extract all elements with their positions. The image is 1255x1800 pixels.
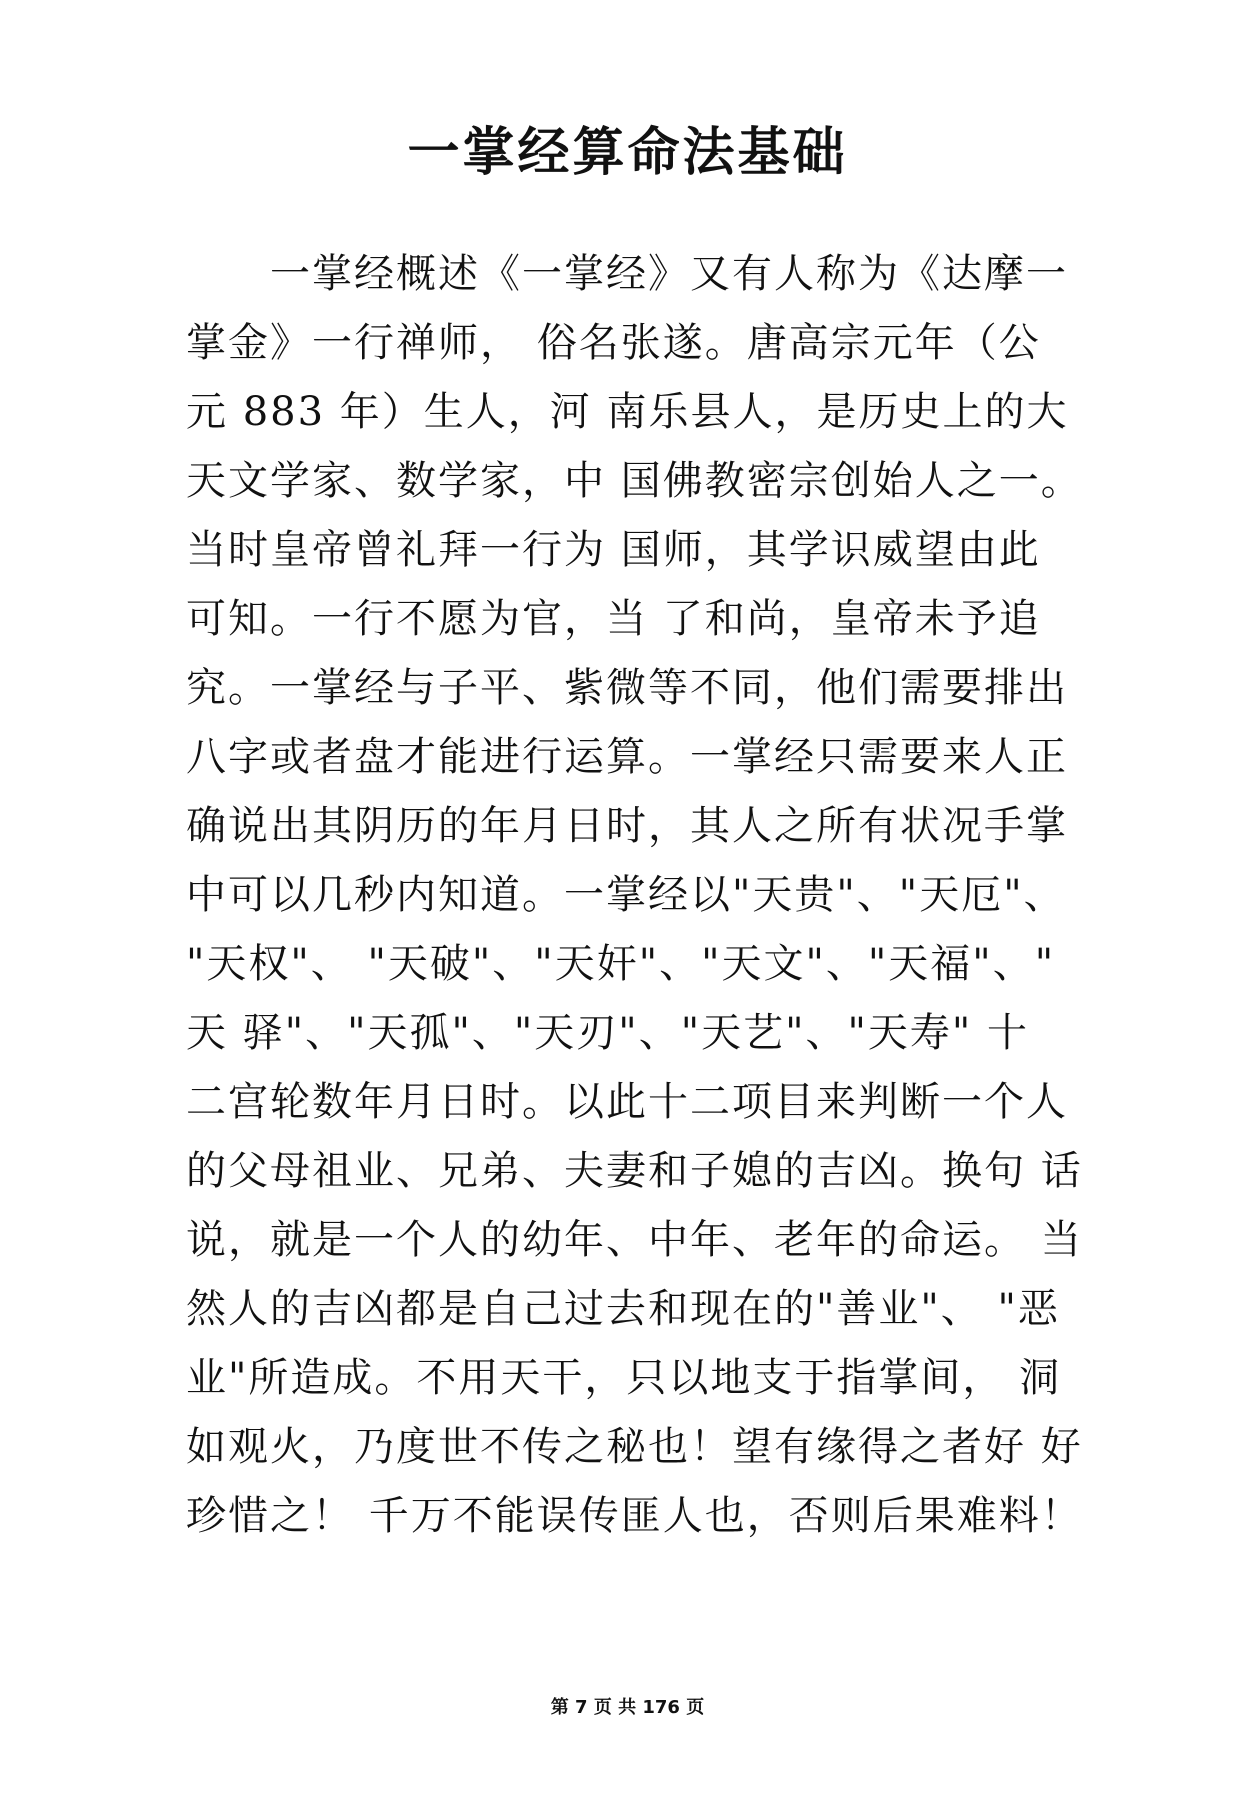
text-line: 确说出其阴历的年月日时，其人之所有状况手掌 xyxy=(186,803,1068,849)
text-line: 究。一掌经与子平、紫微等不同，他们需要排出 xyxy=(186,665,1068,711)
text-line: 可知。一行不愿为官，当 了和尚，皇帝未予追 xyxy=(186,596,1041,642)
text-line: 二宫轮数年月日时。以此十二项目来判断一个人 xyxy=(186,1079,1068,1125)
text-line: 元 883 年）生人，河 南乐县人，是历史上的大 xyxy=(186,389,1069,435)
text-line: 天 驿"、"天孤"、"天刃"、"天艺"、"天寿" 十 xyxy=(186,1010,1030,1056)
page-number-footer: 第 7 页 共 176 页 xyxy=(550,1697,705,1718)
text-line: 珍惜之！ 千万不能误传匪人也，否则后果难料！ xyxy=(186,1493,1083,1539)
text-line: 如观火，乃度世不传之秘也！望有缘得之者好 好 xyxy=(186,1424,1083,1470)
text-line: 当时皇帝曾礼拜一行为 国师，其学识威望由此 xyxy=(186,527,1041,573)
text-line: 掌金》一行禅师， 俗名张遂。唐高宗元年（公 xyxy=(186,320,1041,366)
text-line: "天权"、 "天破"、"天奸"、"天文"、"天福"、" xyxy=(186,941,1056,987)
body-text xyxy=(186,240,1083,1551)
text-line: 然人的吉凶都是自己过去和现在的"善业"、 "恶 xyxy=(186,1286,1060,1332)
text-line: 中可以几秒内知道。一掌经以"天贵"、"天厄"、 xyxy=(186,872,1066,918)
text-line: 说，就是一个人的幼年、中年、老年的命运。 当 xyxy=(186,1217,1083,1263)
text-line: 业"所造成。不用天干，只以地支于指掌间， 洞 xyxy=(186,1355,1062,1401)
document-title: 一掌经算命法基础 xyxy=(407,123,848,183)
text-line: 一掌经概述《一掌经》又有人称为《达摩一 xyxy=(186,251,1068,297)
text-line: 的父母祖业、兄弟、夫妻和子媳的吉凶。换句 话 xyxy=(186,1148,1083,1194)
text-line: 天文学家、数学家，中 国佛教密宗创始人之一。 xyxy=(186,458,1083,504)
text-line: 八字或者盘才能进行运算。一掌经只需要来人正 xyxy=(186,734,1068,780)
